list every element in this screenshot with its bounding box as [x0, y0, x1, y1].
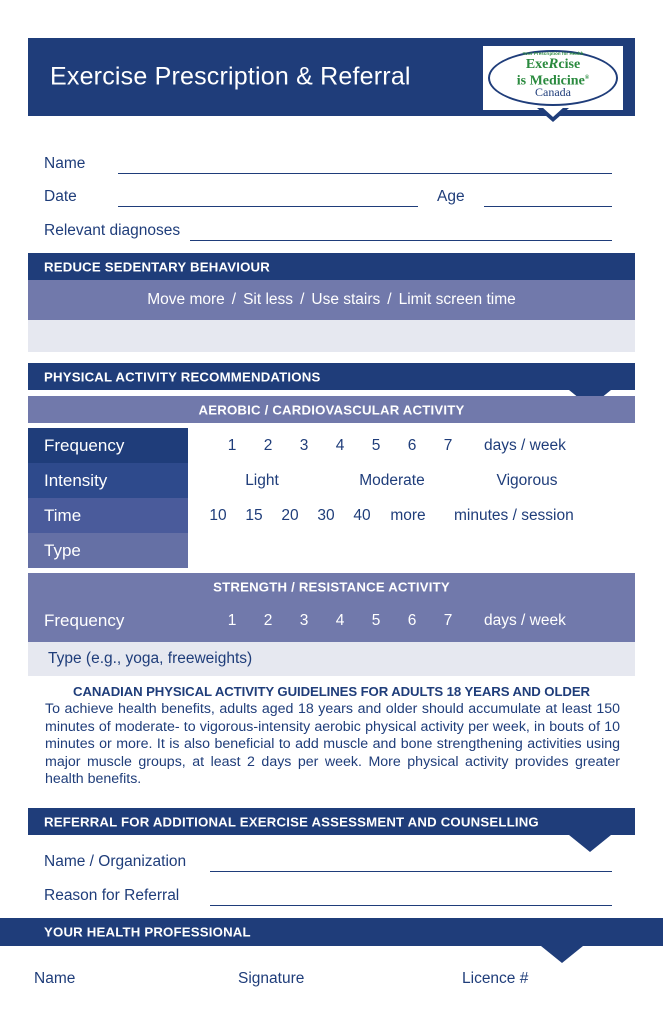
sedentary-tip-move-more: Move more [147, 291, 225, 308]
strength-type-input[interactable] [28, 642, 635, 676]
aerobic-freq-option-7[interactable]: 7 [443, 436, 453, 454]
section-notch-icon-3 [569, 835, 611, 852]
logo-line-canada: Canada [535, 85, 571, 99]
strength-freq-option-5[interactable]: 5 [371, 612, 381, 629]
aerobic-heading: AEROBIC / CARDIOVASCULAR ACTIVITY [198, 402, 465, 417]
patient-name-row [44, 155, 85, 177]
patient-age-row [437, 188, 465, 210]
aerobic-frequency-unit: days / week [484, 436, 566, 454]
sedentary-tips-list [28, 291, 635, 309]
strength-freq-option-2[interactable]: 2 [263, 612, 273, 629]
strength-frequency-row [28, 600, 635, 642]
aerobic-time-unit: minutes / session [454, 506, 574, 524]
tip-separator-1: / [231, 291, 237, 308]
aerobic-freq-option-3[interactable]: 3 [299, 436, 309, 454]
subsection-header-strength [28, 573, 635, 600]
referral-name-row [44, 853, 186, 875]
strength-type-label: Type (e.g., yoga, freeweights) [48, 650, 253, 667]
logo-notch-inner [542, 107, 564, 117]
aerobic-type-row [28, 533, 635, 568]
tip-separator-3: / [387, 291, 392, 308]
logo-exe-text: Exe [525, 57, 549, 72]
aerobic-time-option-40[interactable]: 40 [353, 506, 371, 524]
professional-name-label: Name [34, 970, 76, 987]
strength-freq-option-3[interactable]: 3 [299, 612, 309, 629]
sedentary-write-in-area[interactable] [28, 320, 635, 352]
logo-medicine-text: is Medicine [516, 73, 585, 89]
strength-freq-option-1[interactable]: 1 [227, 612, 237, 629]
patient-age-input[interactable] [484, 206, 612, 207]
sedentary-tips-band [28, 280, 635, 320]
aerobic-intensity-row [28, 463, 635, 498]
aerobic-frequency-options[interactable] [188, 428, 635, 463]
reduce-sedentary-heading: REDUCE SEDENTARY BEHAVIOUR [44, 259, 270, 274]
sedentary-tip-sit-less: Sit less [243, 291, 294, 308]
health-professional-heading: YOUR HEALTH PROFESSIONAL [44, 924, 251, 940]
aerobic-time-row [28, 498, 635, 533]
aerobic-frequency-label: Frequency [28, 428, 188, 463]
aerobic-time-options[interactable] [188, 498, 635, 533]
referral-name-input[interactable] [210, 871, 612, 872]
aerobic-time-option-more[interactable]: more [390, 506, 426, 524]
subsection-header-aerobic [28, 396, 635, 423]
aerobic-type-label: Type [28, 533, 188, 568]
patient-date-input[interactable] [118, 206, 418, 207]
aerobic-intensity-option-vigorous[interactable]: Vigorous [496, 471, 558, 489]
section-header-health-professional [0, 918, 663, 946]
strength-frequency-unit: days / week [484, 612, 566, 629]
form-header [28, 38, 635, 116]
patient-name-input[interactable] [118, 173, 612, 174]
relevant-diagnoses-row [44, 222, 180, 244]
guidelines-heading: CANADIAN PHYSICAL ACTIVITY GUIDELINES FOR ADULTS 18 YEARS AND OLDER [73, 684, 590, 699]
exercise-is-medicine-logo [483, 46, 623, 110]
aerobic-freq-option-2[interactable]: 2 [263, 436, 273, 454]
guidelines-body-text: To achieve health benefits, adults aged 18 years and older should accumulate at least 150 minutes of moderate- to vigorous-intensity aerobic physical activity per week, in bouts of 10 minutes or more. It is also beneficial to add muscle and bone strengthening activities using major muscle groups, at least 2 days per week. More physical activity provides greater health benefits. [45, 701, 620, 787]
aerobic-time-option-15[interactable]: 15 [245, 506, 263, 524]
section-notch-icon-4 [541, 946, 583, 963]
patient-name-label: Name [44, 155, 86, 172]
relevant-diagnoses-label: Relevant diagnoses [44, 222, 181, 239]
aerobic-intensity-option-moderate[interactable]: Moderate [359, 471, 425, 489]
aerobic-freq-option-6[interactable]: 6 [407, 436, 417, 454]
aerobic-time-option-10[interactable]: 10 [209, 506, 227, 524]
professional-licence-label: Licence # [462, 970, 529, 987]
logo-tagline: Your Prescription for Health [522, 51, 584, 56]
relevant-diagnoses-input[interactable] [190, 240, 612, 241]
aerobic-frequency-row [28, 428, 635, 463]
patient-date-label: Date [44, 188, 77, 205]
aerobic-freq-option-5[interactable]: 5 [371, 436, 381, 454]
referral-reason-row [44, 887, 179, 909]
section-header-physical-activity [28, 363, 635, 390]
tip-separator-2: / [300, 291, 305, 308]
aerobic-intensity-label: Intensity [28, 463, 188, 498]
sedentary-tip-limit-screen-time: Limit screen time [398, 291, 516, 308]
physical-activity-heading: PHYSICAL ACTIVITY RECOMMENDATIONS [44, 369, 321, 384]
registered-mark-icon: ® [584, 75, 590, 81]
logo-line-exercise [484, 57, 622, 72]
section-header-reduce-sedentary [28, 253, 635, 280]
strength-freq-option-7[interactable]: 7 [443, 612, 453, 629]
aerobic-freq-option-1[interactable]: 1 [227, 436, 237, 454]
aerobic-type-input[interactable] [188, 533, 635, 568]
professional-signature-label: Signature [238, 970, 305, 987]
aerobic-time-option-20[interactable]: 20 [281, 506, 299, 524]
patient-age-label: Age [437, 188, 465, 205]
strength-heading: STRENGTH / RESISTANCE ACTIVITY [213, 579, 450, 594]
logo-cise-text: cise [558, 57, 581, 72]
aerobic-time-option-30[interactable]: 30 [317, 506, 335, 524]
referral-name-label: Name / Organization [44, 853, 187, 870]
strength-freq-option-6[interactable]: 6 [407, 612, 417, 629]
page-title: Exercise Prescription & Referral [50, 62, 411, 91]
aerobic-time-label: Time [28, 498, 188, 533]
patient-date-row [44, 188, 77, 210]
strength-freq-option-4[interactable]: 4 [335, 612, 345, 629]
rx-symbol-icon: R [548, 56, 559, 72]
aerobic-freq-option-4[interactable]: 4 [335, 436, 345, 454]
aerobic-intensity-options[interactable] [188, 463, 635, 498]
sedentary-tip-use-stairs: Use stairs [311, 291, 381, 308]
aerobic-intensity-option-light[interactable]: Light [245, 471, 279, 489]
referral-reason-input[interactable] [210, 905, 612, 906]
strength-frequency-label: Frequency [44, 611, 125, 630]
section-header-referral [28, 808, 635, 835]
referral-heading: REFERRAL FOR ADDITIONAL EXERCISE ASSESSMENT AND COUNSELLING [44, 814, 539, 829]
referral-reason-label: Reason for Referral [44, 887, 180, 904]
strength-frequency-options[interactable] [188, 600, 635, 642]
